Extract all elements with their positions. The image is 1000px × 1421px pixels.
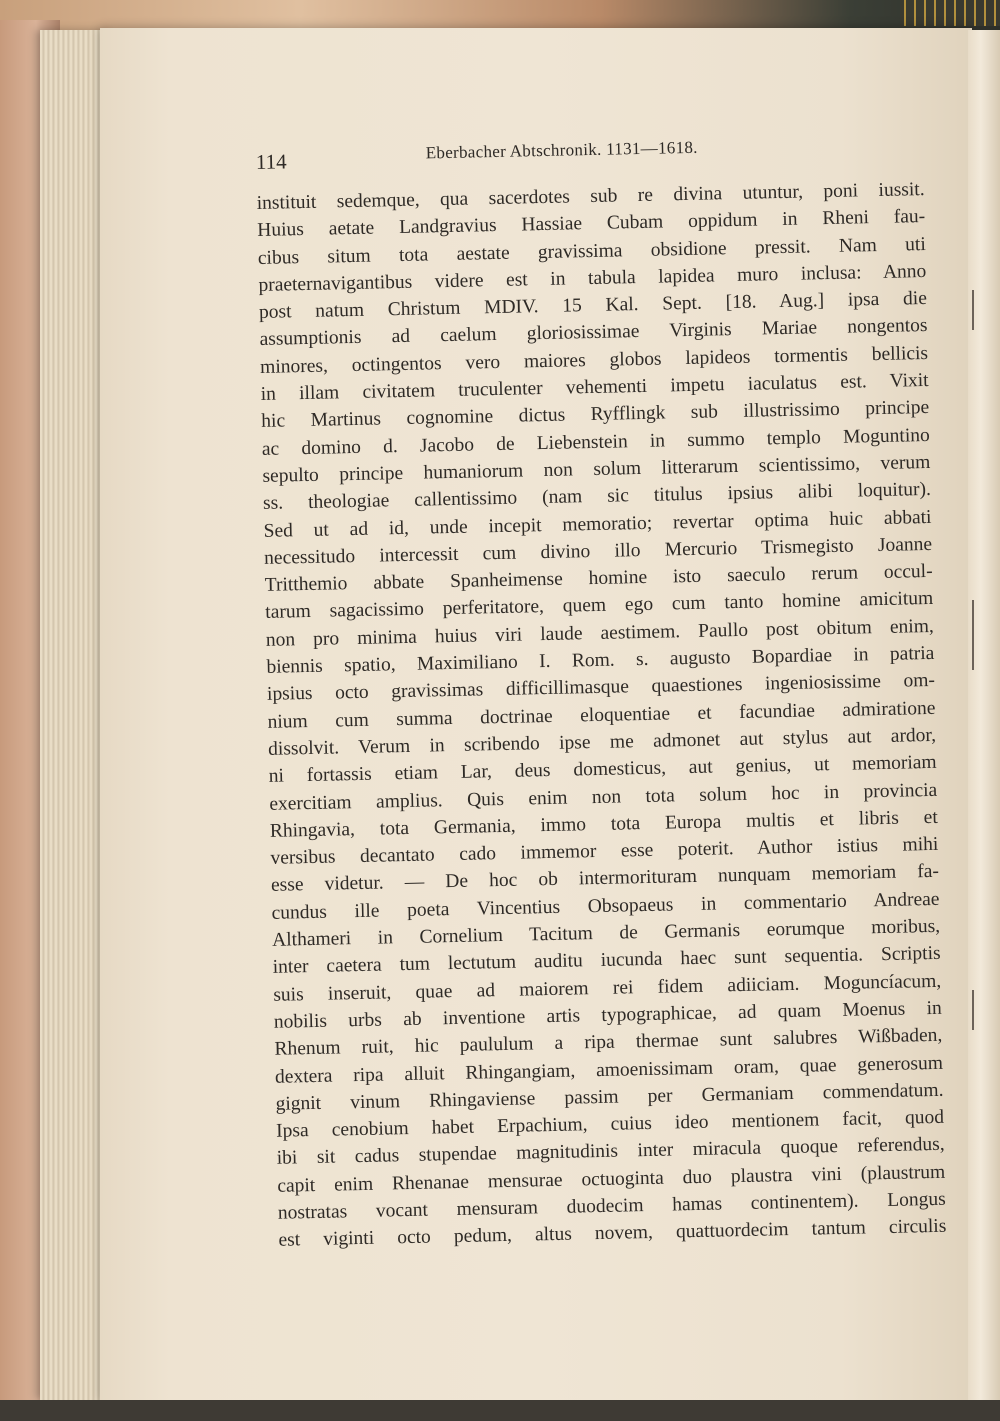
background-shadow: [0, 1400, 1000, 1421]
text-line: versibus decantato cado immemor esse poterit. Author istius mihi: [270, 833, 939, 869]
text-line: dissolvit. Verum in scribendo ipse me admonet aut stylus aut ardor,: [267, 724, 937, 760]
page-edge-mark: [972, 990, 974, 1030]
text-line: Tritthemio abbate Spanheimense homine isto saeculo rerum occul-: [264, 561, 933, 597]
text-line: ipsius octo gravissimas difficillimasque quaestiones ingeniosissime om-: [266, 670, 936, 706]
text-line: necessitudo intercessit cum divino illo Mercurio Trismegisto Joanne: [263, 533, 933, 569]
text-line: Althameri in Cornelium Tacitum de Germanis eorumque moribus,: [271, 915, 941, 951]
page-edge-mark: [972, 600, 974, 670]
running-head: Eberbacher Abtschronik. 1131—1618.: [425, 137, 698, 163]
body-text: [256, 176, 958, 1255]
text-line: Huius aetate Landgravius Hassiae Cubam oppidum in Rheni fau-: [257, 206, 926, 242]
text-line: tarum sagacissimo perferitatore, quem ego cum tanto homine amicitum: [265, 588, 934, 624]
text-line: praeternavigantibus videre est in tabula lapidea muro inclusa: Anno: [258, 260, 927, 296]
text-line: Ipsa cenobium habet Erpachium, cuius ideo mentionem facit, quod: [275, 1106, 945, 1142]
text-line: minores, octingentos vero maiores globos lapideos tormentis bellicis: [259, 342, 929, 378]
text-line: nobilis urbs ab inventione artis typographicae, ad quam Moenus in: [273, 997, 942, 1033]
text-line: assumptionis ad caelum gloriosissimae Virginis Mariae nongentos: [259, 315, 928, 351]
text-line: gignit vinum Rhingaviense passim per Germaniam commendatum.: [275, 1079, 944, 1115]
text-line: inter caetera tum lectutum auditu iucunda haec sunt sequentia. Scriptis: [272, 943, 941, 979]
bookmark-ribbon: [900, 0, 1000, 26]
text-line: Rhingavia, tota Germania, immo tota Europa multis et libris et: [269, 806, 938, 842]
text-line: est viginti octo pedum, altus novem, quattuordecim tantum circulis: [278, 1216, 947, 1252]
text-line: dextera ripa alluit Rhingangiam, amoenissimam oram, quae generosum: [274, 1052, 944, 1088]
text-line: nostratas vocant mensuram duodecim hamas continentem). Longus: [277, 1188, 946, 1224]
text-line: capit enim Rhenanae mensurae octuoginta duo plaustra vini (plaustrum: [277, 1161, 946, 1197]
text-line: in illam civitatem truculenter vehementi impetu iaculatus est. Vixit: [260, 370, 929, 406]
text-line: exercitiam amplius. Quis enim non tota solum hoc in provincia: [269, 779, 938, 815]
text-line: sepulto principe humaniorum non solum litterarum scientissimo, verum: [262, 451, 931, 487]
facing-page-edge: [968, 30, 1000, 1410]
text-line: ni fortassis etiam Lar, deus domesticus, aut genius, ut memoriam: [268, 752, 937, 788]
page-number: 114: [255, 149, 287, 174]
text-line: biennis spatio, Maximiliano I. Rom. s. augusto Bopardiae in patria: [266, 642, 935, 678]
text-line: ss. theologiae callentissimo (nam sic titulus ipsius alibi loquitur).: [262, 479, 932, 515]
text-line: esse videtur. — De hoc ob intermorituram nunquam memoriam fa-: [270, 861, 940, 897]
text-line: instituit sedemque, qua sacerdotes sub re divina utuntur, poni iussit.: [256, 178, 925, 214]
text-line: suis inseruit, quae ad maiorem rei fidem adiiciam. Moguncíacum,: [273, 970, 942, 1006]
text-line: ac domino d. Jacobo de Liebenstein in summo templo Moguntino: [261, 424, 930, 460]
text-line: post natum Christum MDIV. 15 Kal. Sept. [18. Aug.] ipsa die: [258, 288, 928, 324]
text-line: cibus situm tota aestate gravissima obsidione pressit. Nam uti: [257, 233, 926, 269]
text-line: nium cum summa doctrinae eloquentiae et facundiae admiratione: [267, 697, 936, 733]
text-line: Rhenum ruit, hic paululum a ripa thermae sunt salubres Wißbaden,: [274, 1025, 943, 1060]
text-line: Sed ut ad id, unde incepit memoratio; revertar optima huic abbati: [263, 506, 932, 542]
text-line: hic Martinus cognomine dictus Ryfflingk sub illustrissimo principe: [261, 397, 930, 433]
page-edge-mark: [972, 290, 974, 330]
text-line: ibi sit cadus stupendae magnitudinis inter miracula quoque referendus,: [276, 1134, 945, 1170]
page-text: [255, 106, 959, 1255]
page-header: [255, 106, 936, 180]
text-line: cundus ille poeta Vincentius Obsopaeus in commentario Andreae: [271, 888, 940, 924]
text-line: non pro minima huius viri laude aestimem. Paullo post obitum enim,: [265, 615, 934, 651]
